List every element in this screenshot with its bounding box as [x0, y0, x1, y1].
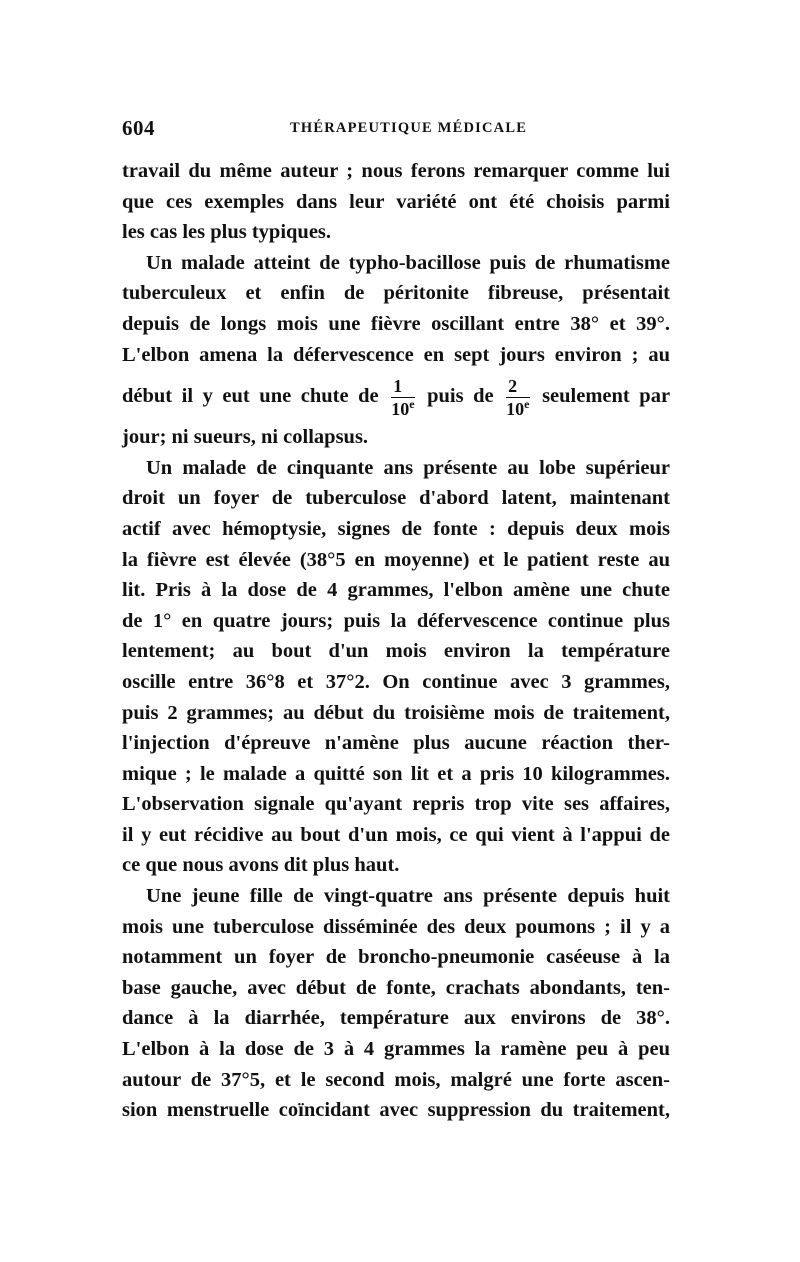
- text-line: mois une tuberculose disséminée des deux poumons ; il y a: [122, 915, 670, 938]
- text-line: de 1° en quatre jours; puis la défervescence continue plus: [122, 609, 670, 632]
- text-line: ce que nous avons dit plus haut.: [122, 854, 400, 877]
- denominator-value: 10: [506, 398, 525, 419]
- text-line: autour de 37°5, et le second mois, malgré une forte ascen-: [122, 1068, 670, 1091]
- text-line: que ces exemples dans leur variété ont été choisis parmi: [122, 190, 670, 213]
- text-line: droit un foyer de tuberculose d'abord latent, maintenant: [122, 487, 670, 510]
- text-line: l'injection d'épreuve n'amène plus aucune réaction ther-: [122, 732, 670, 755]
- text-line: dance à la diarrhée, température aux environs de 38°.: [122, 1007, 670, 1030]
- text-line: L'elbon à la dose de 3 à 4 grammes la ramène peu à peu: [122, 1038, 670, 1061]
- denominator-superscript: e: [409, 396, 415, 411]
- fraction-numerator: 1: [391, 377, 414, 398]
- text-segment: seulement par: [542, 385, 671, 408]
- running-head: [122, 116, 670, 142]
- text-line: notamment un foyer de broncho-pneumonie caséeuse à la: [122, 946, 670, 969]
- text-line: lit. Pris à la dose de 4 grammes, l'elbon amène une chute: [122, 579, 670, 602]
- text-line: L'elbon amena la défervescence en sept jours environ ; au: [122, 343, 670, 366]
- paragraph-start-line: Une jeune fille de vingt-quatre ans présente depuis huit: [146, 885, 670, 908]
- paragraph-start-line: Un malade de cinquante ans présente au lobe supérieur: [146, 456, 670, 479]
- fraction-denominator: [391, 398, 414, 418]
- text-line: actif avec hémoptysie, signes de fonte : depuis deux mois: [122, 517, 670, 540]
- page-number: 604: [122, 116, 155, 140]
- text-line: jour; ni sueurs, ni collapsus.: [122, 426, 369, 449]
- text-line: lentement; au bout d'un mois environ la température: [122, 640, 670, 663]
- text-line: il y eut récidive au bout d'un mois, ce qui vient à l'appui de: [122, 823, 670, 846]
- fraction-denominator: [506, 398, 529, 418]
- text-line: tuberculeux et enfin de péritonite fibreuse, présentait: [122, 282, 670, 305]
- text-line: travail du même auteur ; nous ferons remarquer comme lui: [122, 160, 670, 182]
- paragraph-start-line: Un malade atteint de typho-bacillose puis de rhumatisme: [146, 251, 670, 274]
- fraction-line: [122, 370, 670, 422]
- fraction-one-tenth: [391, 377, 414, 418]
- text-line: base gauche, avec début de fonte, crachats abondants, ten-: [122, 976, 670, 999]
- text-line: les cas les plus typiques.: [122, 221, 332, 244]
- body-text: [122, 156, 670, 1126]
- denominator-superscript: e: [524, 396, 530, 411]
- text-line: la fièvre est élevée (38°5 en moyenne) et le patient reste au: [122, 548, 670, 571]
- text-line: depuis de longs mois une fièvre oscillant entre 38° et 39°.: [122, 312, 670, 335]
- denominator-value: 10: [391, 398, 410, 419]
- running-title: THÉRAPEUTIQUE MÉDICALE: [290, 120, 528, 136]
- text-line: oscille entre 36°8 et 37°2. On continue avec 3 grammes,: [122, 670, 670, 693]
- text-segment: début il y eut une chute de: [122, 385, 379, 408]
- text-segment: puis de: [427, 385, 494, 408]
- text-line: sion menstruelle coïncidant avec suppression du traitement,: [122, 1099, 670, 1122]
- fraction-numerator: 2: [506, 377, 529, 398]
- text-line: L'observation signale qu'ayant repris trop vite ses affaires,: [122, 793, 670, 816]
- text-line: puis 2 grammes; au début du troisième mois de traitement,: [122, 701, 670, 724]
- fraction-two-tenths: [506, 377, 529, 418]
- text-line: mique ; le malade a quitté son lit et a pris 10 kilogrammes.: [122, 762, 670, 785]
